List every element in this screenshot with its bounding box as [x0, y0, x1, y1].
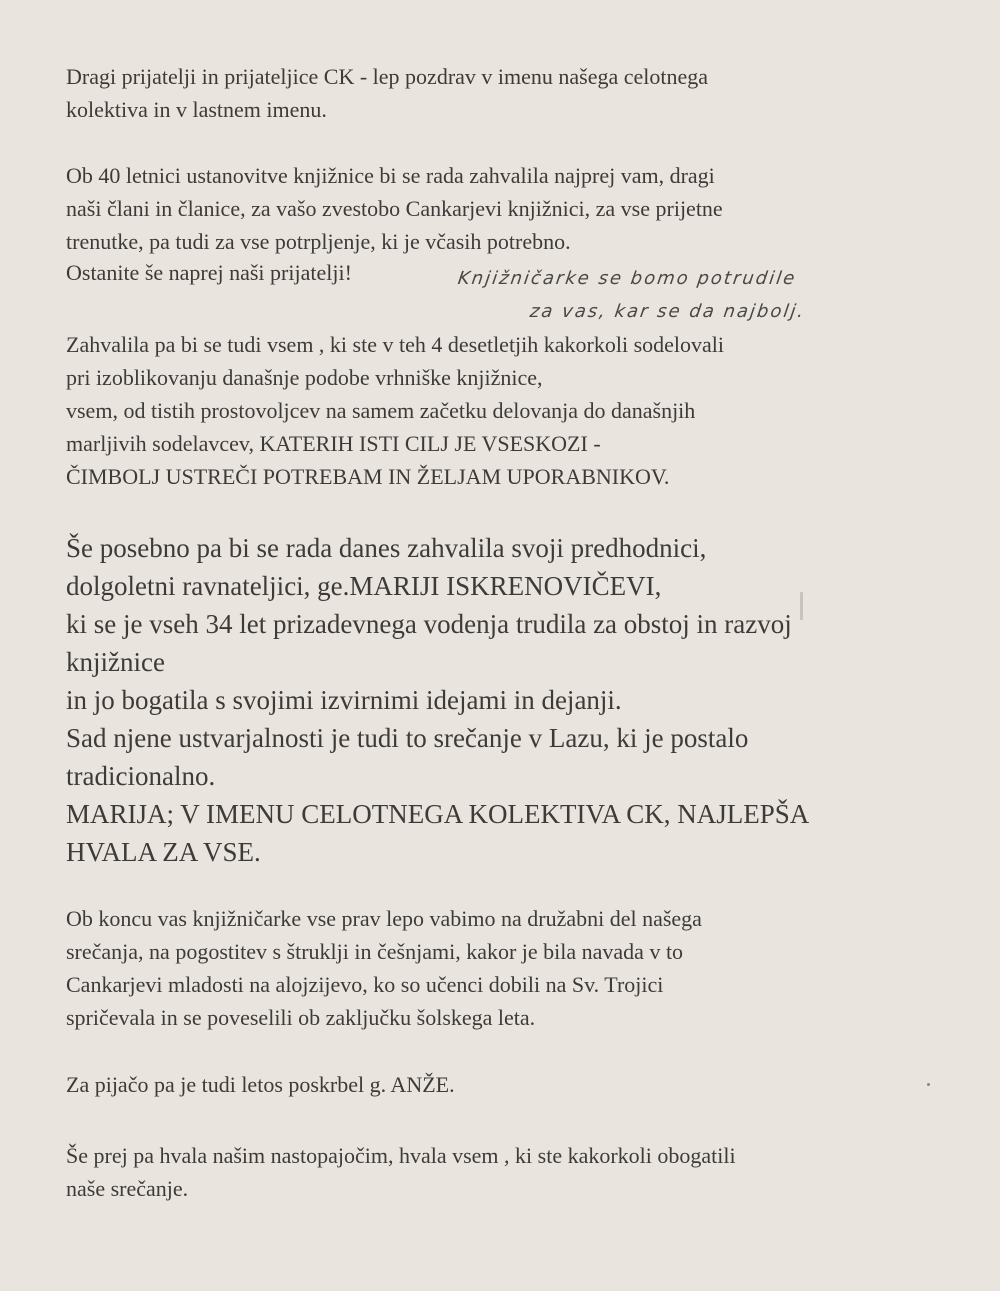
handwritten-note-line: za vas, kar se da najbolj. [528, 301, 807, 322]
text-line: in jo bogatila s svojimi izvirnimi idejami in dejanji. [66, 685, 622, 715]
text-line: Ob 40 letnici ustanovitve knjižnice bi se rada zahvalila najprej vam, dragi [66, 163, 715, 188]
text-line: tradicionalno. [66, 761, 216, 791]
text-line: naši člani in članice, za vašo zvestobo Cankarjevi knjižnici, za vse prijetne [66, 196, 723, 221]
thanks-contributors-paragraph [66, 328, 724, 493]
text-line: naše srečanje. [66, 1176, 189, 1201]
text-line: Ostanite še naprej naši prijatelji! [66, 260, 352, 285]
text-line: ki se je vseh 34 let prizadevnega vodenja trudila za obstoj in razvoj [66, 609, 792, 639]
text-line: Dragi prijatelji in prijateljice CK - lep pozdrav v imenu našega celotnega [66, 64, 709, 89]
text-line: Za pijačo pa je tudi letos poskrbel g. ANŽE. [66, 1072, 455, 1097]
text-line: Sad njene ustvarjalnosti je tudi to srečanje v Lazu, ki je postalo [66, 723, 749, 753]
text-line: pri izoblikovanju današnje podobe vrhniške knjižnice, [66, 365, 543, 390]
scan-speck [800, 592, 803, 620]
text-line: kolektiva in v lastnem imenu. [66, 97, 327, 122]
thanks-members-paragraph [66, 159, 723, 258]
text-line: HVALA ZA VSE. [66, 837, 261, 867]
text-line: srečanja, na pogostitev s štruklji in češnjami, kakor je bila navada v to [66, 939, 684, 964]
invitation-paragraph [66, 902, 702, 1034]
text-line: Še posebno pa bi se rada danes zahvalila svoji predhodnici, [66, 533, 707, 563]
text-line: Cankarjevi mladosti na alojzijevo, ko so učenci dobili na Sv. Trojici [66, 972, 664, 997]
greeting-paragraph [66, 60, 708, 126]
closing-paragraph [66, 1139, 736, 1205]
thanks-director-paragraph [66, 529, 809, 871]
text-line: MARIJA; V IMENU CELOTNEGA KOLEKTIVA CK, NAJLEPŠA [66, 799, 810, 829]
text-line: Zahvalila pa bi se tudi vsem , ki ste v teh 4 desetletjih kakorkoli sodelovali [66, 332, 725, 357]
text-line: dolgoletni ravnateljici, ge.MARIJI ISKRENOVIČEVI, [66, 571, 662, 601]
text-line: marljivih sodelavcev, KATERIH ISTI CILJ JE VSESKOZI - [66, 431, 601, 456]
text-line: Še prej pa hvala našim nastopajočim, hvala vsem , ki ste kakorkoli obogatili [66, 1143, 736, 1168]
drinks-line [66, 1068, 455, 1101]
handwritten-note-line: Knjižničarke se bomo potrudile [456, 268, 798, 289]
text-line: spričevala in se poveselili ob zaključku šolskega leta. [66, 1005, 536, 1030]
text-line: vsem, od tistih prostovoljcev na samem začetku delovanja do današnjih [66, 398, 696, 423]
text-line: knjižnice [66, 647, 165, 677]
text-line: trenutke, pa tudi za vse potrpljenje, ki je včasih potrebno. [66, 229, 571, 254]
text-line: Ob koncu vas knjižničarke vse prav lepo vabimo na družabni del našega [66, 906, 702, 931]
stay-friends-line [66, 256, 352, 289]
scan-speck [927, 1083, 930, 1086]
text-line: ČIMBOLJ USTREČI POTREBAM IN ŽELJAM UPORABNIKOV. [66, 464, 670, 489]
